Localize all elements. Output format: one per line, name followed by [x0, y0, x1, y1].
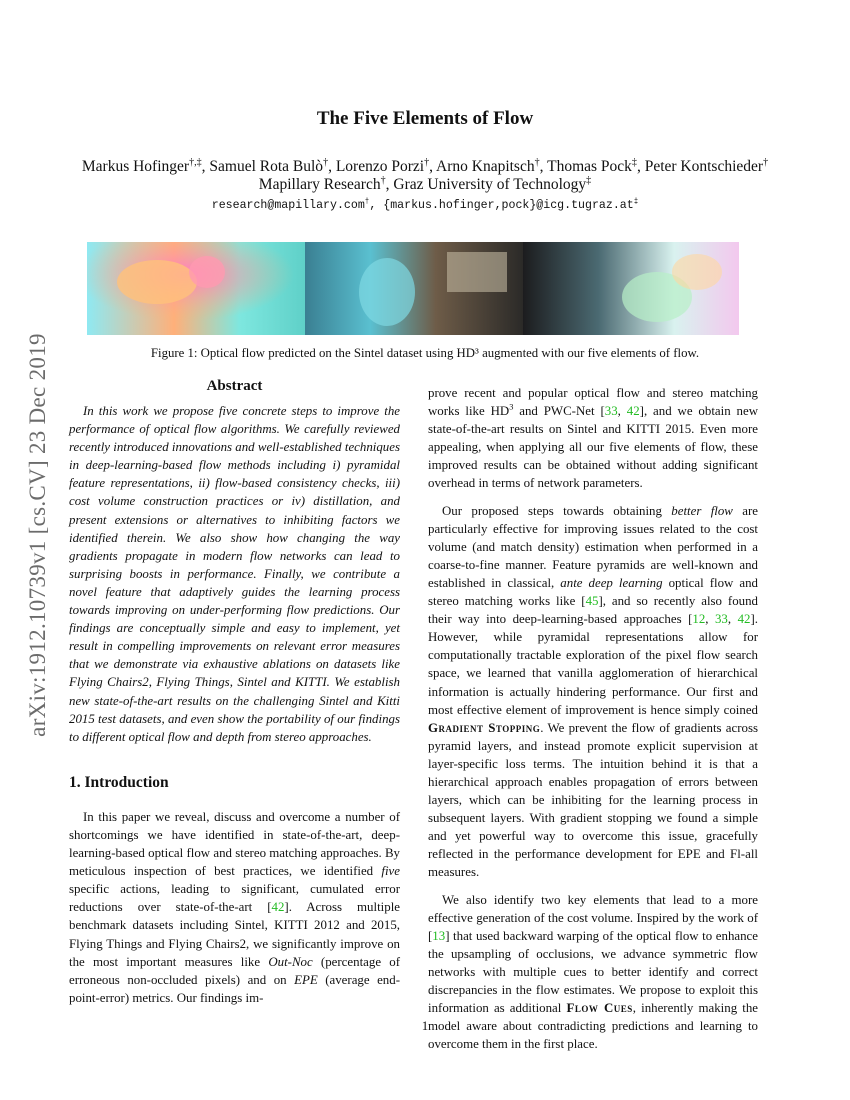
author: Arno Knapitsch — [436, 158, 535, 175]
affiliation: Graz University of Technology — [393, 176, 587, 193]
email-line: research@mapillary.com†, {markus.hofinger,pock}@icg.tugraz.at‡ — [211, 198, 639, 212]
arxiv-sidebar — [18, 290, 58, 780]
paper-title: The Five Elements of Flow — [316, 108, 534, 129]
figure-image — [87, 242, 739, 335]
citation-link[interactable]: 42 — [737, 612, 751, 627]
affiliation: Mapillary Research — [258, 176, 381, 193]
page-number: 1 — [421, 1018, 429, 1033]
author-list: Markus Hofinger†,‡, Samuel Rota Bulò†, Lorenzo Porzi†, Arno Knapitsch†, Thomas Pock‡, Peter Kontschieder† — [81, 156, 769, 175]
citation-link[interactable]: 33 — [714, 612, 728, 627]
term-flow-cues: Flow Cues — [566, 1001, 633, 1016]
citation-link[interactable]: 12 — [692, 612, 706, 627]
author: Peter Kontschieder — [644, 158, 764, 175]
email-mark: ‡ — [633, 198, 639, 207]
right-column — [428, 384, 758, 1053]
citation-link[interactable]: 42 — [626, 404, 640, 419]
author-mark: ‡ — [631, 156, 637, 168]
section-heading-introduction: 1. Introduction — [69, 773, 169, 791]
email-mark: † — [364, 198, 370, 207]
affiliations: Mapillary Research†, Graz University of Technology‡ — [258, 174, 592, 193]
email[interactable]: {markus.hofinger,pock}@icg.tugraz.at — [383, 199, 634, 212]
author-mark: †,‡ — [189, 156, 202, 168]
intro-paragraph-continued: prove recent and popular optical flow and stereo matching works like $HD^3$ and PWC-Net [33, 42], and we obtain new state-of-the-art results on Sintel and KITTI 2015. Even more appealing, when applying all our five elements of flow, these improved results can be obtained without adding significant overhead in terms of network parameters. — [428, 386, 759, 491]
author: Thomas Pock — [547, 158, 632, 175]
intro-paragraph: We also identify two key elements that lead to a more effective generation of the cost volume. Inspired by the work of [13] that used backward warping of the optical flow to enhance the upsampling of occlusions, we advance symmetric flow networks with multiple cues to better identify and correct discrepancies in the flow estimates. We propose to exploit this information as additional Flow Cues, inherently making the model aware about contradicting predictions and learning to overcome them in the first place. — [428, 892, 758, 1052]
teaser-figure — [87, 242, 739, 335]
abstract-heading: Abstract — [206, 378, 263, 394]
citation-link[interactable]: 33 — [604, 404, 618, 419]
affiliation-mark: ‡ — [586, 174, 592, 186]
citation-link[interactable]: 45 — [585, 594, 599, 609]
term-gradient-stopping: Gradient Stopping — [428, 720, 541, 735]
affiliation-mark: † — [380, 174, 386, 186]
left-column — [69, 402, 400, 1007]
author-mark: † — [763, 156, 769, 168]
abstract-text: In this work we propose five concrete steps to improve the performance of optical flow algorithms. We carefully reviewed recently introduced innovations and well-established techniques in deep-learning-based flow methods including i) pyramidal feature representations, ii) flow-based consistency checks, iii) cost volume construction practices or iv) distillation, and present extensions or alternatives to inhibiting factors we identified therein. We also show how changing the way gradients propagate in modern flow networks can lead to surprising boosts in performance. Finally, we contribute a novel feature that adaptively guides the learning process towards improving on under-performing flow predictions. Our findings are conceptually simple and easy to implement, yet result in compelling improvements on relevant error measures that we demonstrate via exhaustive ablations on datasets like Flying Chairs2, Flying Things, Sintel and KITTI. We establish new state-of-the-art results on the challenging Sintel and Kitti 2015 test datasets, and even show the portability of our findings to different optical flow and depth from stereo approaches. — [69, 404, 400, 744]
author: Samuel Rota Bulò — [209, 158, 324, 175]
author-mark: † — [424, 156, 430, 168]
intro-paragraph: In this paper we reveal, discuss and overcome a number of shortcomings we have identified in state-of-the-art, deep-learning-based optical flow and stereo matching approaches. By meticulous inspection of best practices, we identified five specific actions, leading to significant, cumulated error reductions over state-of-the-art [42]. Across multiple benchmark datasets including Sintel, KITTI 2012 and 2015, Flying Things and Flying Chairs2, we significantly improve on the most important measures like Out-Noc (percentage of erroneous non-occluded pixels) and on EPE (average end-point-error) metrics. Our findings im- — [69, 809, 400, 1005]
citation-link[interactable]: 42 — [271, 900, 285, 915]
figure-caption: Figure 1: Optical flow predicted on the Sintel dataset using HD³ augmented with our five elements of flow. — [150, 346, 700, 360]
author-mark: † — [534, 156, 540, 168]
citation-link[interactable]: 13 — [432, 928, 446, 943]
author-mark: † — [323, 156, 329, 168]
arxiv-identifier[interactable]: arXiv:1912.10739v1 [cs.CV] 23 Dec 2019 — [25, 333, 50, 737]
email[interactable]: research@mapillary.com — [211, 199, 365, 212]
author: Markus Hofinger — [81, 158, 190, 175]
intro-paragraph: Our proposed steps towards obtaining better flow are particularly effective for improving issues related to the cost volume (and match density) estimation when performed in a coarse-to-fine manner. Feature pyramids are well-known and established in classical, ante deep learning optical flow and stereo matching works like [45], and so recently also found their way into deep-learning-based approaches [12, 33, 42]. However, while pyramidal representations allow for computationally tractable exploration of the pixel flow search space, we learned that vanilla agglomeration of hierarchical information is actually hindering performance. Our first and most effective element of improvement is hence simply coined Gradient Stopping. We prevent the flow of gradients across pyramid layers, and instead promote explicit supervision at layer-specific loss terms. The intuition behind it is that a hierarchical approach enables propagation of errors between layers, which can be inhibiting for the learning process in subsequent layers. With gradient stopping we found a simple and yet powerful way to overcome this issue, gracefully reflected in the performance development for EPE and Fl-all measures. — [428, 503, 758, 880]
author: Lorenzo Porzi — [335, 158, 425, 175]
